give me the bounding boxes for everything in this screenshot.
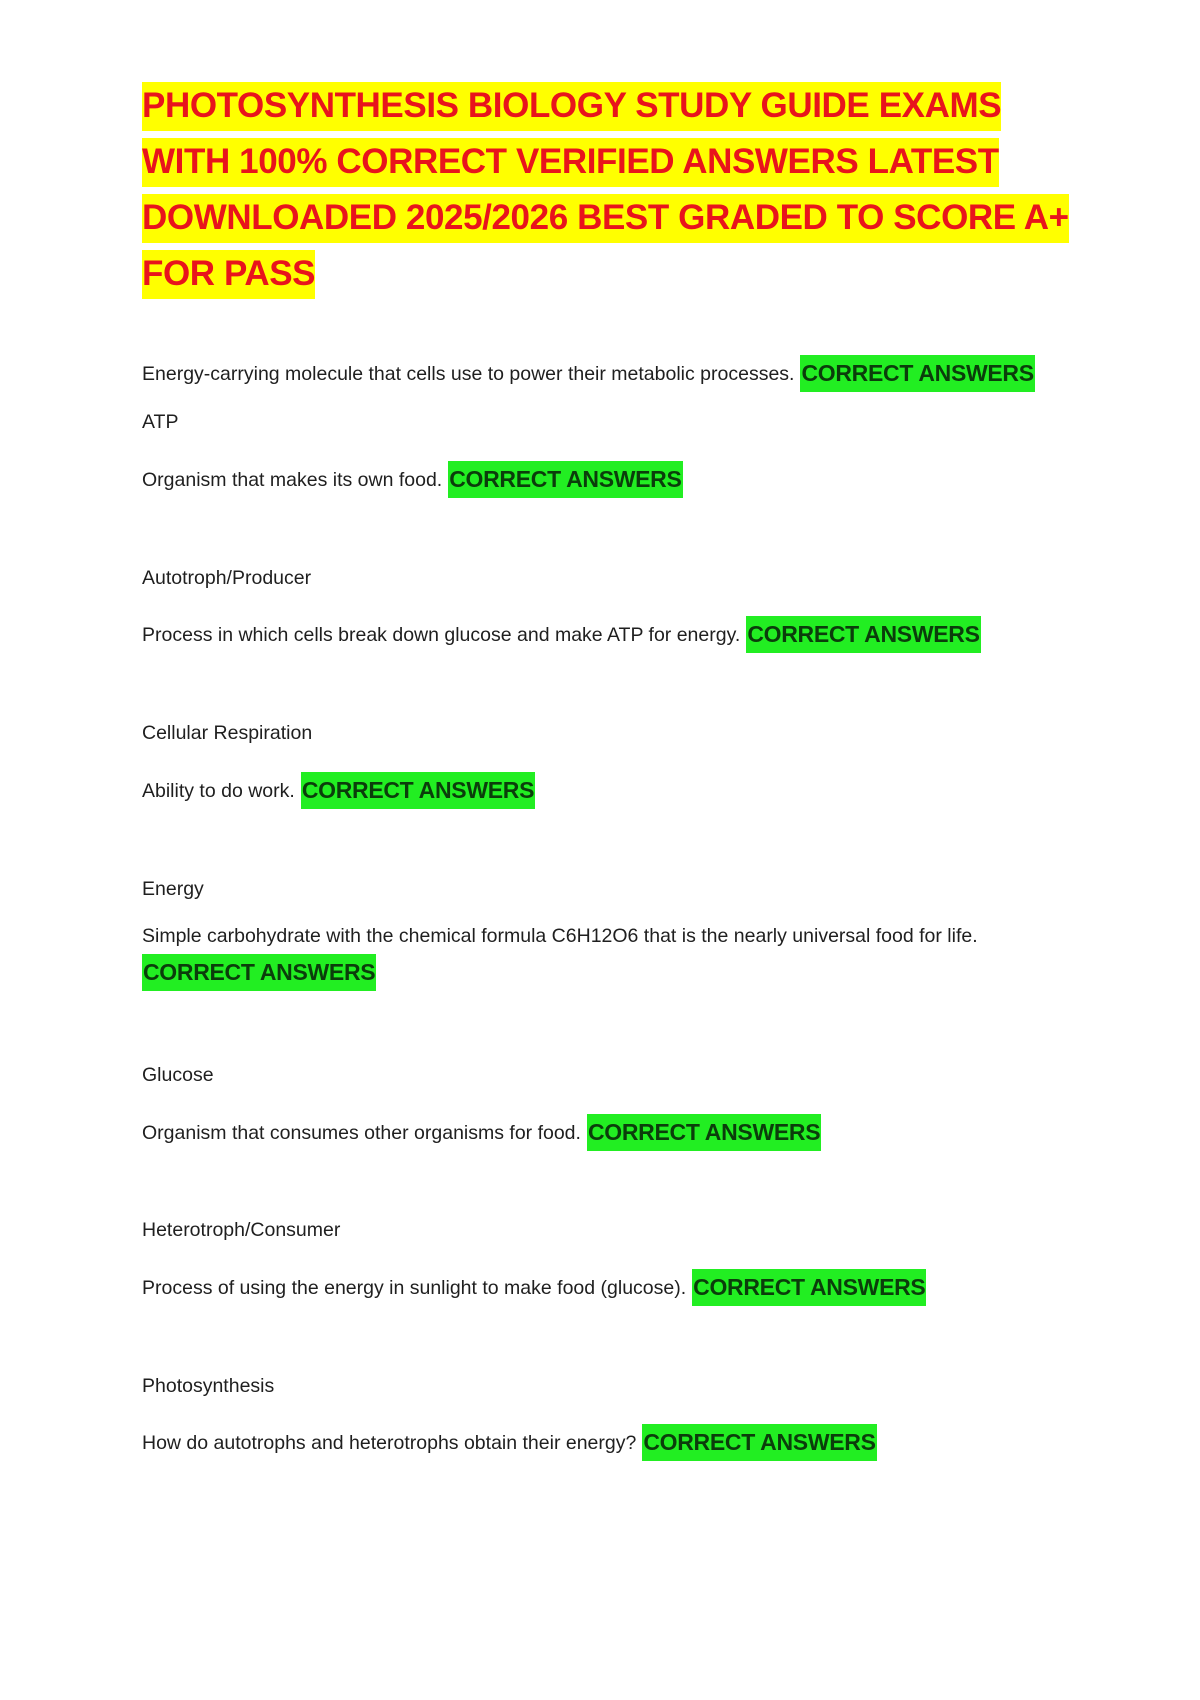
correct-answers-tag: CORRECT ANSWERS [746,616,980,653]
correct-answers-tag: CORRECT ANSWERS [301,772,535,809]
question-text: Process of using the energy in sunlight to make food (glucose). [142,1277,687,1299]
question-item [142,461,683,498]
question-item [142,355,1035,392]
answer-text: Autotroph/Producer [142,567,312,589]
correct-answers-tag: CORRECT ANSWERS [800,355,1034,392]
title-highlight: PHOTOSYNTHESIS BIOLOGY STUDY GUIDE EXAMS WITH 100% CORRECT VERIFIED ANSWERS LATEST DOWNLOADED 2025/2026 BEST GRADED TO SCORE A+ FOR PASS [142,82,1069,299]
answer-text: Heterotroph/Consumer [142,1219,341,1241]
answer-text: Energy [142,878,204,900]
answer-text: Glucose [142,1064,214,1086]
question-item [142,918,1042,991]
question-text: How do autotrophs and heterotrophs obtain their energy? [142,1432,637,1454]
question-text: Organism that consumes other organisms for food. [142,1122,581,1144]
question-item [142,1114,821,1151]
question-text: Energy-carrying molecule that cells use to power their metabolic processes. [142,363,795,385]
question-text: Organism that makes its own food. [142,469,443,491]
correct-answers-tag: CORRECT ANSWERS [587,1114,821,1151]
question-text: Simple carbohydrate with the chemical formula C6H12O6 that is the nearly universal food for life. [142,925,978,947]
question-item [142,616,981,653]
question-item [142,1269,926,1306]
answer-text: Cellular Respiration [142,722,313,744]
correct-answers-tag: CORRECT ANSWERS [142,954,376,991]
question-text: Ability to do work. [142,780,295,802]
correct-answers-tag: CORRECT ANSWERS [692,1269,926,1306]
answer-text: ATP [142,411,179,433]
question-item [142,1424,877,1461]
question-item [142,772,535,809]
correct-answers-tag: CORRECT ANSWERS [642,1424,876,1461]
answer-text: Photosynthesis [142,1375,275,1397]
document-title [142,78,1082,302]
question-text: Process in which cells break down glucose and make ATP for energy. [142,624,741,646]
correct-answers-tag: CORRECT ANSWERS [448,461,682,498]
